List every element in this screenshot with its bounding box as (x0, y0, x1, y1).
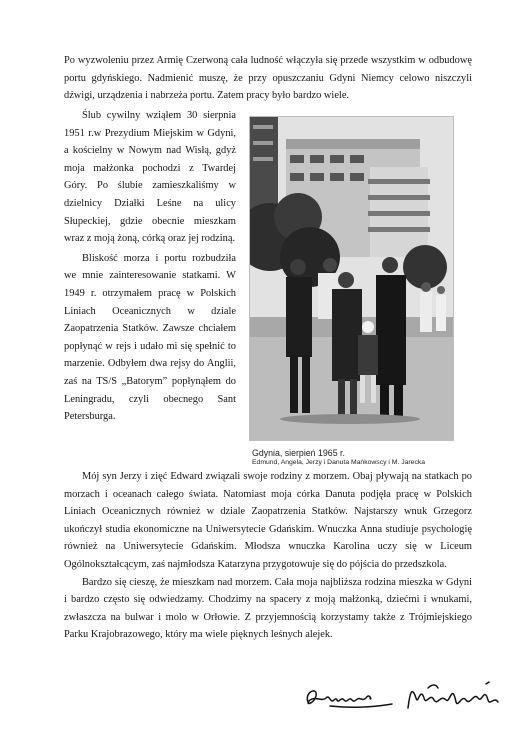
photo-caption (252, 448, 482, 467)
caption-line-1: Gdynia, sierpień 1965 r. (252, 448, 345, 458)
signature-drawing (300, 672, 510, 722)
photo-image (249, 116, 454, 441)
photo-illustration (250, 117, 454, 441)
caption-line-2: Edmund, Angela, Jerzy i Danuta Mańkowscy i M. Jarecka (252, 459, 426, 466)
family-paragraph: Mój syn Jerzy i zięć Edward związali swoje rodziny z morzem. Obaj pływają na statkach po morzach i oceanach całego świata. Natomiast moja córka Danuta podjęła pracę w Polskich Liniach Oceanicznych również w dziale Zaopatrzenia Statków. Najstarszy wnuk Grzegorz ukończył studia ekonomiczne na Uniwersytecie Gdańskim. Wnuczka Anna studiuje psychologię również na Uniwersytecie Gdańskim. Młodsza wnuczka Karolina uczy się w Liceum Ogólnokształcącym, zaś najmłodsza Katarzyna przygotowuje się do pójścia do przedszkola. (64, 471, 472, 570)
ships-paragraph: Bliskość morza i portu rozbudziła we mnie zainteresowanie statkami. W 1949 r. otrzymałem pracę w Polskich Liniach Oceanicznych w dziale Zaopatrzenia Statków. Zawsze chciałem popłynąć w rejs i udało mi się spełnić to marzenie. Odbyłem dwa rejsy do Anglii, zaś na TS/S „Batorym” popłynąłem do Leningradu, czyli obecnego Sant Petersburga. (64, 252, 236, 423)
left-column (64, 107, 236, 426)
intro-paragraph: Po wyzwoleniu przez Armię Czerwoną cała ludność włączyła się przede wszystkim w odbudowę portu gdyńskiego. Nadmienić muszę, że przy opuszczaniu Gdyni Niemcy celowo niszczyli dźwigi, urządzenia i nabrzeża portu. Zatem pracy było bardzo wiele. (64, 55, 472, 102)
intro-section (64, 52, 472, 105)
sea-paragraph: Bardzo się cieszę, że mieszkam nad morzem. Cała moja najbliższa rodzina mieszka w Gdyni i bardzo często się odwiedzamy. Chodzimy na spacery z moją małżonką, dziećmi i wnukami, zwłaszcza na bulwar i molo w Orłowie. Z przyjemnością korzystamy także z Trójmiejskiego Parku Krajobrazowego, który ma wiele pięknych leśnych alejek. (64, 576, 472, 641)
family-photo (249, 116, 454, 440)
wedding-paragraph: Ślub cywilny wziąłem 30 sierpnia 1951 r.w Prezydium Miejskim w Gdyni, a kościelny w Nowym nad Wisłą, gdyż moja małżonka pochodzi z Twardej Góry. Po ślubie zamieszkaliśmy w dzielnicy Działki Leśne na ulicy Słupeckiej, gdzie obecnie mieszkam wraz z moją żoną, córką oraz jej rodziną. (64, 110, 236, 245)
body-section (64, 468, 472, 644)
handwritten-signature (300, 672, 510, 722)
